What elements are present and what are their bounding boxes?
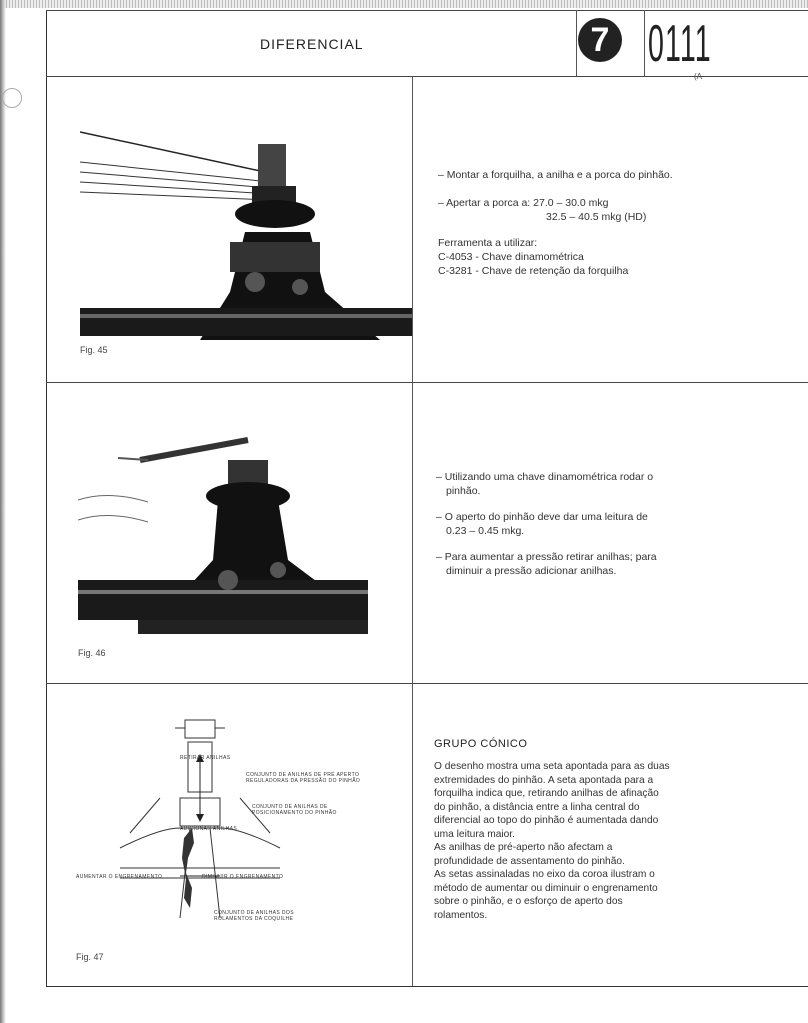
instruction-line: 32.5 – 40.5 mkg (HD)	[546, 211, 647, 223]
instruction-line: diminuir a pressão adicionar anilhas.	[446, 565, 617, 577]
diagram-label: AUMENTAR O ENGRENAMENTO	[76, 874, 163, 880]
instruction-line: – Apertar a porca a: 27.0 – 30.0 mkg	[438, 197, 609, 209]
page-title: DIFERENCIAL	[260, 36, 364, 52]
instructions-2	[436, 470, 657, 578]
instruction-line: 0.23 – 0.45 mkg.	[446, 525, 525, 537]
instruction-line: – O aperto do pinhão deve dar uma leitura de	[436, 511, 648, 523]
instruction-line: C-3281 - Chave de retenção da forquilha	[438, 265, 629, 277]
section-heading: GRUPO CÓNICO	[434, 738, 528, 750]
header-divider	[576, 10, 577, 76]
figure-caption: Fig. 46	[78, 648, 106, 658]
body-line: do pinhão, a distância entre a linha central do	[434, 801, 640, 813]
section-rule	[46, 683, 808, 684]
fig45-photo	[80, 122, 412, 340]
body-line: extremidades do pinhão. A seta apontada para a	[434, 774, 654, 786]
body-line: O desenho mostra uma seta apontada para as duas	[434, 761, 670, 772]
header-divider	[644, 10, 645, 76]
figure-caption: Fig. 47	[76, 952, 104, 962]
body-line: As setas assinaladas no eixo da coroa ilustram o	[434, 869, 655, 880]
body-line: rolamentos.	[434, 909, 488, 921]
body-line: uma leitura maior.	[434, 828, 515, 840]
diagram-label: CONJUNTO DE ANILHAS DE PRÉ APERTO REGULADORAS DA PRESSÃO DO PINHÃO	[246, 772, 361, 784]
instruction-line: pinhão.	[446, 485, 481, 497]
fig46-photo	[78, 430, 384, 640]
diagram-label: RETIRAR ANILHAS	[180, 755, 231, 761]
body-line: sobre o pinhão, e o esforço de aperto dos	[434, 896, 623, 907]
body-line: diferencial ao topo do pinhão é aumentada dando	[434, 815, 659, 826]
instruction-line: – Para aumentar a pressão retirar anilhas; para	[436, 551, 657, 563]
page-number: 0111	[648, 15, 712, 73]
column-divider	[412, 76, 413, 986]
diagram-label: DIMINUIR O ENGRENAMENTO	[202, 874, 284, 880]
instructions-1	[438, 168, 673, 278]
chapter-badge: 7	[578, 18, 622, 62]
top-rule	[46, 10, 808, 11]
punch-hole	[2, 88, 22, 108]
body-line: forquilha indica que, retirando anilhas de afinação	[434, 788, 659, 799]
page-sub: (A	[694, 72, 702, 81]
scan-edge	[0, 0, 808, 8]
diagram-label: CONJUNTO DE ANILHAS DE POSICIONAMENTO DO PINHÃO	[252, 804, 337, 816]
body-line: método de aumentar ou diminuir o engrenamento	[434, 882, 658, 894]
instruction-line: – Utilizando uma chave dinamométrica rodar o	[436, 471, 654, 483]
section-rule	[46, 382, 808, 383]
instruction-line: – Montar a forquilha, a anilha e a porca do pinhão.	[438, 169, 673, 181]
body-line: As anilhas de pré-aperto não afectam a	[434, 842, 613, 853]
figure-caption: Fig. 45	[80, 345, 108, 355]
binding-edge	[0, 0, 6, 1023]
instruction-line: C-4053 - Chave dinamométrica	[438, 251, 584, 263]
diagram-label: ADICIONAR ANILHAS	[180, 826, 238, 832]
diagram-label: CONJUNTO DE ANILHAS DOS ROLAMENTOS DA COQUILHE	[214, 910, 294, 922]
body-line: profundidade de assentamento do pinhão.	[434, 855, 625, 867]
instruction-line: Ferramenta a utilizar:	[438, 237, 538, 249]
section-body	[434, 760, 696, 922]
fig47-diagram	[100, 718, 380, 938]
